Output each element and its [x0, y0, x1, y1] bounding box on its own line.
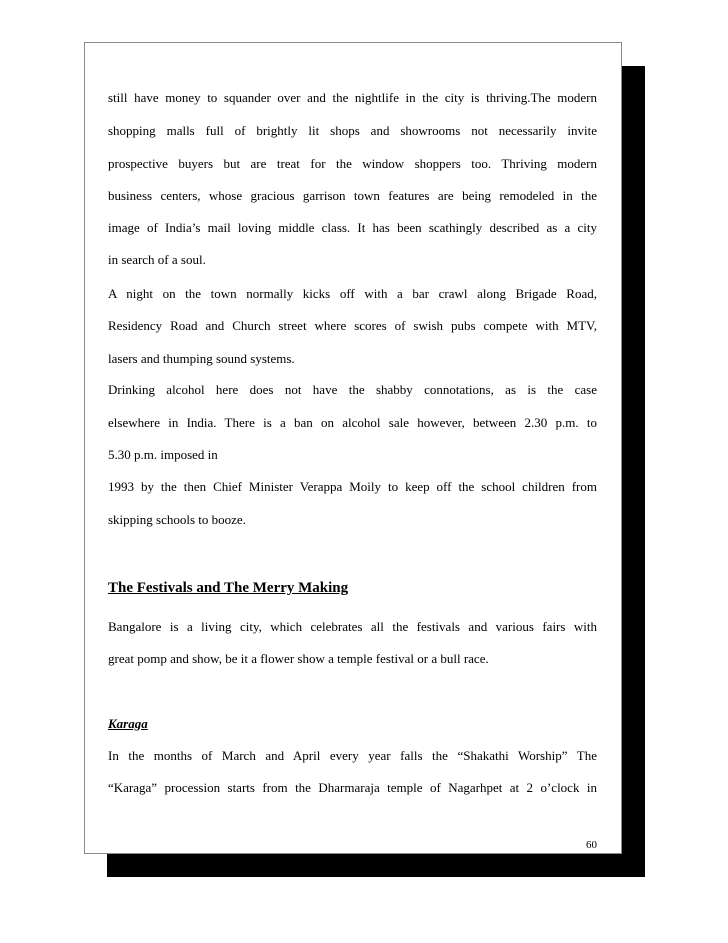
paragraph-4-line-1: 1993 by the then Chief Minister Verappa Moily to keep off the school children from: [108, 479, 597, 494]
section-paragraph-line-1: Bangalore is a living city, which celebrates all the festivals and various fairs with: [108, 619, 597, 634]
paragraph-2-line-2: Residency Road and Church street where scores of swish pubs compete with MTV,: [108, 318, 597, 333]
section-heading: The Festivals and The Merry Making: [108, 580, 349, 596]
section-paragraph-line-2: great pomp and show, be it a flower show a temple festival or a bull race.: [108, 651, 489, 666]
paragraph-1-line-6: in search of a soul.: [108, 252, 206, 267]
paragraph-4-line-2: skipping schools to booze.: [108, 512, 246, 527]
paragraph-3-line-1: Drinking alcohol here does not have the shabby connotations, as is the case: [108, 382, 597, 397]
paragraph-1-line-4: business centers, whose gracious garrison town features are being remodeled in the: [108, 188, 597, 203]
paragraph-2-line-1: A night on the town normally kicks off with a bar crawl along Brigade Road,: [108, 286, 597, 301]
subsection-paragraph-line-2: “Karaga” procession starts from the Dharmaraja temple of Nagarhpet at 2 o’clock in: [108, 780, 597, 795]
page-number: 60: [586, 839, 597, 851]
paragraph-1-line-2: shopping malls full of brightly lit shops and showrooms not necessarily invite: [108, 123, 597, 138]
paragraph-1-line-1: still have money to squander over and the nightlife in the city is thriving.The modern: [108, 90, 597, 105]
page-shadow-bottom: [107, 853, 645, 877]
paragraph-2-line-3: lasers and thumping sound systems.: [108, 351, 295, 366]
paragraph-1-line-3: prospective buyers but are treat for the window shoppers too. Thriving modern: [108, 156, 597, 171]
page-shadow-right: [621, 66, 645, 877]
paragraph-3-line-2: elsewhere in India. There is a ban on alcohol sale however, between 2.30 p.m. to: [108, 415, 597, 430]
subsection-paragraph-line-1: In the months of March and April every year falls the “Shakathi Worship” The: [108, 748, 597, 763]
paragraph-3-line-3: 5.30 p.m. imposed in: [108, 447, 218, 462]
subsection-heading: Karaga: [108, 716, 148, 731]
paragraph-1-line-5: image of India’s mail loving middle class. It has been scathingly described as a city: [108, 220, 597, 235]
